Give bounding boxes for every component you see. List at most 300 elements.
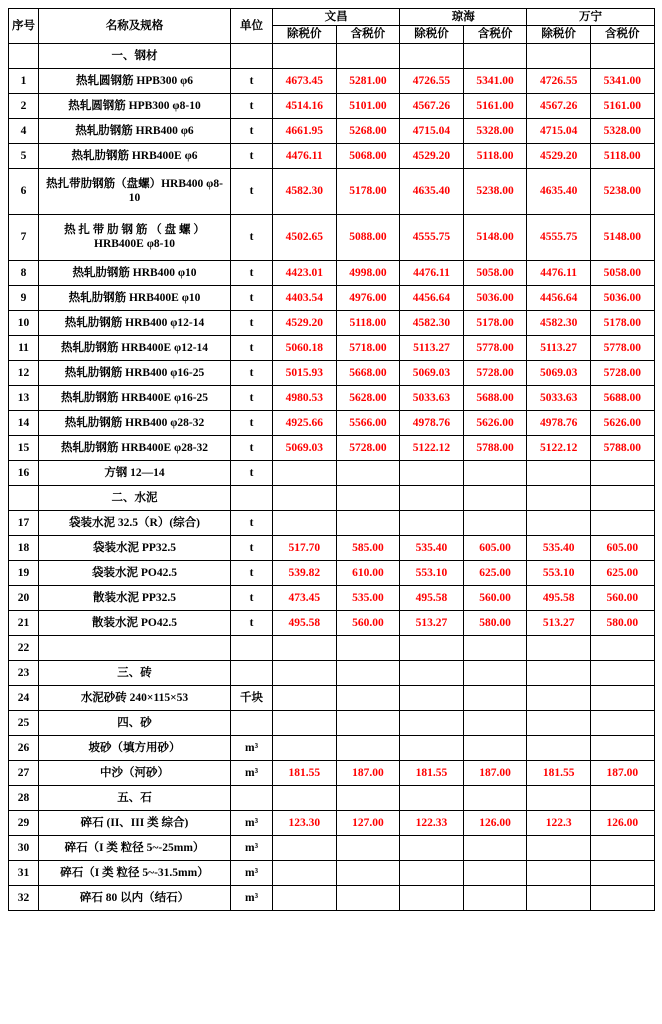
row-unit: t xyxy=(231,610,273,635)
table-row[interactable] xyxy=(9,360,655,385)
row-price-cell: 4529.20 xyxy=(273,310,337,335)
material-price-table xyxy=(8,8,655,911)
row-price-cell xyxy=(400,835,464,860)
header-region-wanning: 万宁 xyxy=(527,9,654,26)
row-unit: t xyxy=(231,510,273,535)
row-price-cell: 5069.03 xyxy=(273,435,337,460)
row-price-cell xyxy=(590,835,654,860)
row-price-cell: 127.00 xyxy=(336,810,400,835)
row-seq: 8 xyxy=(9,260,39,285)
row-price-cell: 5238.00 xyxy=(590,168,654,214)
row-unit: t xyxy=(231,535,273,560)
row-price-cell: 473.45 xyxy=(273,585,337,610)
row-unit: t xyxy=(231,285,273,310)
row-unit: t xyxy=(231,360,273,385)
row-unit: m³ xyxy=(231,810,273,835)
row-unit: t xyxy=(231,143,273,168)
row-unit: t xyxy=(231,310,273,335)
table-row[interactable] xyxy=(9,410,655,435)
row-price-cell: 585.00 xyxy=(336,535,400,560)
row-price-cell xyxy=(336,735,400,760)
row-unit: t xyxy=(231,168,273,214)
row-seq: 11 xyxy=(9,335,39,360)
row-seq: 24 xyxy=(9,685,39,710)
row-price-cell: 126.00 xyxy=(463,810,527,835)
row-seq: 23 xyxy=(9,660,39,685)
row-price-cell: 4726.55 xyxy=(400,68,464,93)
row-price-cell xyxy=(527,635,591,660)
row-price-cell: 4529.20 xyxy=(527,143,591,168)
row-price-cell xyxy=(463,460,527,485)
row-price-cell: 4976.00 xyxy=(336,285,400,310)
row-price-cell: 187.00 xyxy=(590,760,654,785)
row-price-cell: 5178.00 xyxy=(336,168,400,214)
row-price-cell xyxy=(336,685,400,710)
row-name: 热轧肋钢筋 HRB400 φ12-14 xyxy=(39,310,231,335)
row-price-cell: 4980.53 xyxy=(273,385,337,410)
row-price-cell: 4403.54 xyxy=(273,285,337,310)
row-price-cell: 5328.00 xyxy=(590,118,654,143)
row-price-cell: 5088.00 xyxy=(336,214,400,260)
table-row[interactable] xyxy=(9,435,655,460)
row-price-cell: 4673.45 xyxy=(273,68,337,93)
row-price-cell: 5668.00 xyxy=(336,360,400,385)
row-price-cell xyxy=(463,710,527,735)
row-price-cell: 5788.00 xyxy=(590,435,654,460)
table-row[interactable] xyxy=(9,535,655,560)
row-price-cell xyxy=(400,735,464,760)
row-price-cell: 5238.00 xyxy=(463,168,527,214)
row-price-cell: 5178.00 xyxy=(590,310,654,335)
row-price-cell xyxy=(463,510,527,535)
row-price-cell: 4476.11 xyxy=(400,260,464,285)
row-price-cell xyxy=(463,685,527,710)
row-price-cell xyxy=(273,785,337,810)
row-seq: 16 xyxy=(9,460,39,485)
table-row[interactable] xyxy=(9,735,655,760)
row-price-cell: 5341.00 xyxy=(463,68,527,93)
table-row[interactable] xyxy=(9,385,655,410)
row-price-cell: 4514.16 xyxy=(273,93,337,118)
row-name: 散装水泥 PP32.5 xyxy=(39,585,231,610)
row-group-label: 一、钢材 xyxy=(39,43,231,68)
row-unit xyxy=(231,785,273,810)
table-row[interactable] xyxy=(9,660,655,685)
row-price-cell: 181.55 xyxy=(400,760,464,785)
row-price-cell: 5122.12 xyxy=(400,435,464,460)
table-row[interactable] xyxy=(9,260,655,285)
header-price-type-2: 除税价 xyxy=(400,26,464,43)
row-price-cell: 513.27 xyxy=(527,610,591,635)
row-price-cell: 5113.27 xyxy=(400,335,464,360)
row-price-cell: 4423.01 xyxy=(273,260,337,285)
row-price-cell xyxy=(590,785,654,810)
row-name: 热轧肋钢筋 HRB400 φ6 xyxy=(39,118,231,143)
row-price-cell: 553.10 xyxy=(400,560,464,585)
row-price-cell: 605.00 xyxy=(590,535,654,560)
row-price-cell: 122.3 xyxy=(527,810,591,835)
row-name: 热轧肋钢筋 HRB400 φ16-25 xyxy=(39,360,231,385)
row-price-cell: 5281.00 xyxy=(336,68,400,93)
row-price-cell: 5058.00 xyxy=(463,260,527,285)
row-price-cell: 5161.00 xyxy=(463,93,527,118)
row-seq: 5 xyxy=(9,143,39,168)
row-name: 碎石 (II、III 类 综合) xyxy=(39,810,231,835)
row-seq: 31 xyxy=(9,860,39,885)
row-price-cell: 5113.27 xyxy=(527,335,591,360)
table-row[interactable] xyxy=(9,335,655,360)
row-price-cell: 5788.00 xyxy=(463,435,527,460)
row-name: 热轧肋钢筋 HRB400 φ10 xyxy=(39,260,231,285)
table-row[interactable] xyxy=(9,885,655,910)
header-unit: 单位 xyxy=(231,9,273,44)
row-seq: 10 xyxy=(9,310,39,335)
row-seq: 22 xyxy=(9,635,39,660)
row-seq: 27 xyxy=(9,760,39,785)
row-price-cell: 4715.04 xyxy=(400,118,464,143)
row-price-cell xyxy=(527,785,591,810)
row-group-label: 五、石 xyxy=(39,785,231,810)
row-price-cell xyxy=(463,735,527,760)
row-price-cell: 5015.93 xyxy=(273,360,337,385)
table-row[interactable] xyxy=(9,860,655,885)
row-unit xyxy=(231,485,273,510)
row-price-cell: 495.58 xyxy=(400,585,464,610)
row-price-cell: 539.82 xyxy=(273,560,337,585)
row-unit: t xyxy=(231,585,273,610)
table-row[interactable] xyxy=(9,635,655,660)
row-price-cell: 4555.75 xyxy=(400,214,464,260)
row-price-cell: 4582.30 xyxy=(527,310,591,335)
row-seq: 4 xyxy=(9,118,39,143)
row-name: 热扎带肋钢筋（盘螺）HRB400 φ8-10 xyxy=(39,168,231,214)
row-price-cell: 625.00 xyxy=(463,560,527,585)
row-unit: t xyxy=(231,118,273,143)
table-row[interactable] xyxy=(9,143,655,168)
row-name: 热轧肋钢筋 HRB400E φ12-14 xyxy=(39,335,231,360)
table-row[interactable] xyxy=(9,68,655,93)
row-price-cell xyxy=(336,43,400,68)
row-unit: m³ xyxy=(231,885,273,910)
row-price-cell: 5688.00 xyxy=(463,385,527,410)
table-row[interactable] xyxy=(9,835,655,860)
row-seq: 9 xyxy=(9,285,39,310)
row-price-cell: 187.00 xyxy=(463,760,527,785)
table-row[interactable] xyxy=(9,43,655,68)
row-price-cell: 181.55 xyxy=(273,760,337,785)
row-name: 水泥砂砖 240×115×53 xyxy=(39,685,231,710)
header-region-wenchang: 文昌 xyxy=(273,9,400,26)
row-price-cell: 5033.63 xyxy=(527,385,591,410)
row-seq: 26 xyxy=(9,735,39,760)
row-price-cell: 5068.00 xyxy=(336,143,400,168)
row-price-cell xyxy=(463,660,527,685)
row-name xyxy=(39,635,231,660)
row-price-cell xyxy=(590,860,654,885)
row-seq: 32 xyxy=(9,885,39,910)
row-price-cell xyxy=(273,460,337,485)
row-price-cell: 5033.63 xyxy=(400,385,464,410)
row-price-cell: 4978.76 xyxy=(527,410,591,435)
header-name: 名称及规格 xyxy=(39,9,231,44)
row-price-cell xyxy=(400,885,464,910)
row-price-cell: 5268.00 xyxy=(336,118,400,143)
row-seq: 25 xyxy=(9,710,39,735)
row-seq xyxy=(9,485,39,510)
table-row[interactable] xyxy=(9,585,655,610)
row-price-cell: 5118.00 xyxy=(590,143,654,168)
table-row[interactable] xyxy=(9,560,655,585)
table-row[interactable] xyxy=(9,460,655,485)
row-price-cell: 5628.00 xyxy=(336,385,400,410)
row-price-cell xyxy=(336,860,400,885)
row-price-cell: 4476.11 xyxy=(273,143,337,168)
row-price-cell: 5118.00 xyxy=(463,143,527,168)
row-price-cell xyxy=(527,485,591,510)
row-unit xyxy=(231,710,273,735)
row-seq xyxy=(9,43,39,68)
row-name: 方钢 12—14 xyxy=(39,460,231,485)
row-price-cell xyxy=(527,885,591,910)
row-name: 热轧圆钢筋 HPB300 φ6 xyxy=(39,68,231,93)
table-row[interactable] xyxy=(9,168,655,214)
row-unit: t xyxy=(231,385,273,410)
row-price-cell: 122.33 xyxy=(400,810,464,835)
row-price-cell xyxy=(590,43,654,68)
row-price-cell xyxy=(273,885,337,910)
row-name: 热轧肋钢筋 HRB400 φ28-32 xyxy=(39,410,231,435)
row-price-cell xyxy=(590,735,654,760)
table-header xyxy=(9,9,655,44)
row-unit: t xyxy=(231,68,273,93)
row-unit: m³ xyxy=(231,760,273,785)
row-price-cell: 123.30 xyxy=(273,810,337,835)
row-price-cell xyxy=(590,660,654,685)
row-price-cell xyxy=(527,460,591,485)
row-unit xyxy=(231,635,273,660)
row-price-cell: 625.00 xyxy=(590,560,654,585)
row-price-cell: 5778.00 xyxy=(463,335,527,360)
row-price-cell xyxy=(273,835,337,860)
row-name: 碎石（I 类 粒径 5~-25mm） xyxy=(39,835,231,860)
row-name: 袋装水泥 PP32.5 xyxy=(39,535,231,560)
row-price-cell xyxy=(273,860,337,885)
row-price-cell xyxy=(400,43,464,68)
table-row[interactable] xyxy=(9,510,655,535)
row-price-cell: 4661.95 xyxy=(273,118,337,143)
row-price-cell xyxy=(273,635,337,660)
row-unit: t xyxy=(231,93,273,118)
row-price-cell: 513.27 xyxy=(400,610,464,635)
row-price-cell xyxy=(590,510,654,535)
table-row[interactable] xyxy=(9,310,655,335)
table-row[interactable] xyxy=(9,710,655,735)
row-price-cell xyxy=(400,510,464,535)
row-unit: t xyxy=(231,460,273,485)
row-price-cell xyxy=(590,710,654,735)
row-price-cell: 605.00 xyxy=(463,535,527,560)
row-price-cell: 495.58 xyxy=(273,610,337,635)
row-price-cell: 5688.00 xyxy=(590,385,654,410)
row-price-cell xyxy=(527,860,591,885)
header-seq xyxy=(9,9,39,44)
row-seq: 1 xyxy=(9,68,39,93)
row-price-cell xyxy=(336,635,400,660)
row-price-cell xyxy=(336,835,400,860)
row-price-cell: 4567.26 xyxy=(527,93,591,118)
row-price-cell: 535.40 xyxy=(400,535,464,560)
row-name: 热轧肋钢筋 HRB400E φ16-25 xyxy=(39,385,231,410)
row-price-cell: 5566.00 xyxy=(336,410,400,435)
row-price-cell xyxy=(273,710,337,735)
row-price-cell: 5101.00 xyxy=(336,93,400,118)
row-price-cell: 535.00 xyxy=(336,585,400,610)
row-price-cell xyxy=(590,685,654,710)
row-price-cell xyxy=(463,860,527,885)
row-price-cell: 495.58 xyxy=(527,585,591,610)
row-price-cell: 4476.11 xyxy=(527,260,591,285)
row-name: 碎石（I 类 粒径 5~-31.5mm） xyxy=(39,860,231,885)
table-row[interactable] xyxy=(9,760,655,785)
row-price-cell xyxy=(463,485,527,510)
row-price-cell xyxy=(527,43,591,68)
row-price-cell: 4502.65 xyxy=(273,214,337,260)
row-name: 中沙（河砂） xyxy=(39,760,231,785)
row-price-cell: 5118.00 xyxy=(336,310,400,335)
row-unit: t xyxy=(231,214,273,260)
table-row[interactable] xyxy=(9,93,655,118)
row-price-cell: 560.00 xyxy=(463,585,527,610)
table-row[interactable] xyxy=(9,118,655,143)
row-price-cell: 5148.00 xyxy=(463,214,527,260)
header-price-type-1: 含税价 xyxy=(336,26,400,43)
table-row[interactable] xyxy=(9,810,655,835)
row-price-cell: 5778.00 xyxy=(590,335,654,360)
row-seq: 12 xyxy=(9,360,39,385)
row-name: 热轧肋钢筋 HRB400E φ28-32 xyxy=(39,435,231,460)
table-row[interactable] xyxy=(9,485,655,510)
header-row-top xyxy=(9,9,655,26)
row-price-cell: 4635.40 xyxy=(400,168,464,214)
row-unit: 千块 xyxy=(231,685,273,710)
row-price-cell: 5058.00 xyxy=(590,260,654,285)
row-price-cell: 5069.03 xyxy=(400,360,464,385)
row-price-cell: 4925.66 xyxy=(273,410,337,435)
row-seq: 13 xyxy=(9,385,39,410)
row-price-cell: 187.00 xyxy=(336,760,400,785)
row-price-cell xyxy=(527,685,591,710)
row-price-cell xyxy=(336,785,400,810)
row-seq: 6 xyxy=(9,168,39,214)
row-price-cell xyxy=(463,885,527,910)
row-seq: 14 xyxy=(9,410,39,435)
row-name: 散装水泥 PO42.5 xyxy=(39,610,231,635)
row-unit: t xyxy=(231,260,273,285)
row-name: 热 扎 带 肋 钢 筋 （ 盘 螺 ） HRB400E φ8-10 xyxy=(39,214,231,260)
row-price-cell xyxy=(400,485,464,510)
row-price-cell: 5728.00 xyxy=(590,360,654,385)
table-row[interactable] xyxy=(9,285,655,310)
row-seq: 18 xyxy=(9,535,39,560)
row-unit: m³ xyxy=(231,835,273,860)
table-row[interactable] xyxy=(9,214,655,260)
row-seq: 17 xyxy=(9,510,39,535)
row-price-cell: 5060.18 xyxy=(273,335,337,360)
row-price-cell: 5341.00 xyxy=(590,68,654,93)
row-price-cell: 560.00 xyxy=(336,610,400,635)
row-price-cell: 580.00 xyxy=(463,610,527,635)
row-name: 热轧肋钢筋 HRB400E φ10 xyxy=(39,285,231,310)
row-price-cell: 4635.40 xyxy=(527,168,591,214)
row-price-cell: 4456.64 xyxy=(400,285,464,310)
row-price-cell: 4582.30 xyxy=(273,168,337,214)
header-price-type-0: 除税价 xyxy=(273,26,337,43)
row-price-cell xyxy=(590,885,654,910)
row-price-cell: 5069.03 xyxy=(527,360,591,385)
row-seq: 28 xyxy=(9,785,39,810)
row-price-cell xyxy=(527,660,591,685)
row-group-label: 二、水泥 xyxy=(39,485,231,510)
row-price-cell xyxy=(463,785,527,810)
row-price-cell xyxy=(400,785,464,810)
row-price-cell xyxy=(273,510,337,535)
row-price-cell xyxy=(590,485,654,510)
row-price-cell: 5036.00 xyxy=(590,285,654,310)
table-row[interactable] xyxy=(9,610,655,635)
row-price-cell: 5122.12 xyxy=(527,435,591,460)
row-price-cell xyxy=(527,835,591,860)
row-price-cell xyxy=(400,860,464,885)
row-price-cell xyxy=(463,635,527,660)
row-unit: t xyxy=(231,560,273,585)
row-seq: 20 xyxy=(9,585,39,610)
row-price-cell xyxy=(400,685,464,710)
row-price-cell: 553.10 xyxy=(527,560,591,585)
row-price-cell: 5161.00 xyxy=(590,93,654,118)
row-name: 热轧圆钢筋 HPB300 φ8-10 xyxy=(39,93,231,118)
row-price-cell xyxy=(463,835,527,860)
row-price-cell: 4998.00 xyxy=(336,260,400,285)
row-price-cell: 5036.00 xyxy=(463,285,527,310)
row-price-cell: 535.40 xyxy=(527,535,591,560)
row-price-cell: 4715.04 xyxy=(527,118,591,143)
row-price-cell xyxy=(590,635,654,660)
row-price-cell xyxy=(400,460,464,485)
row-price-cell xyxy=(400,710,464,735)
row-price-cell: 4726.55 xyxy=(527,68,591,93)
row-unit: m³ xyxy=(231,735,273,760)
table-row[interactable] xyxy=(9,685,655,710)
row-price-cell xyxy=(400,635,464,660)
row-seq: 2 xyxy=(9,93,39,118)
row-price-cell xyxy=(336,660,400,685)
row-group-label: 四、砂 xyxy=(39,710,231,735)
row-price-cell xyxy=(527,710,591,735)
row-price-cell: 5148.00 xyxy=(590,214,654,260)
row-price-cell: 4978.76 xyxy=(400,410,464,435)
row-name: 热轧肋钢筋 HRB400E φ6 xyxy=(39,143,231,168)
table-row[interactable] xyxy=(9,785,655,810)
row-price-cell: 5728.00 xyxy=(463,360,527,385)
row-price-cell xyxy=(273,685,337,710)
row-price-cell xyxy=(463,43,527,68)
row-unit xyxy=(231,43,273,68)
row-price-cell: 4567.26 xyxy=(400,93,464,118)
row-price-cell xyxy=(273,485,337,510)
row-price-cell xyxy=(336,460,400,485)
header-price-type-4: 除税价 xyxy=(527,26,591,43)
row-unit xyxy=(231,660,273,685)
